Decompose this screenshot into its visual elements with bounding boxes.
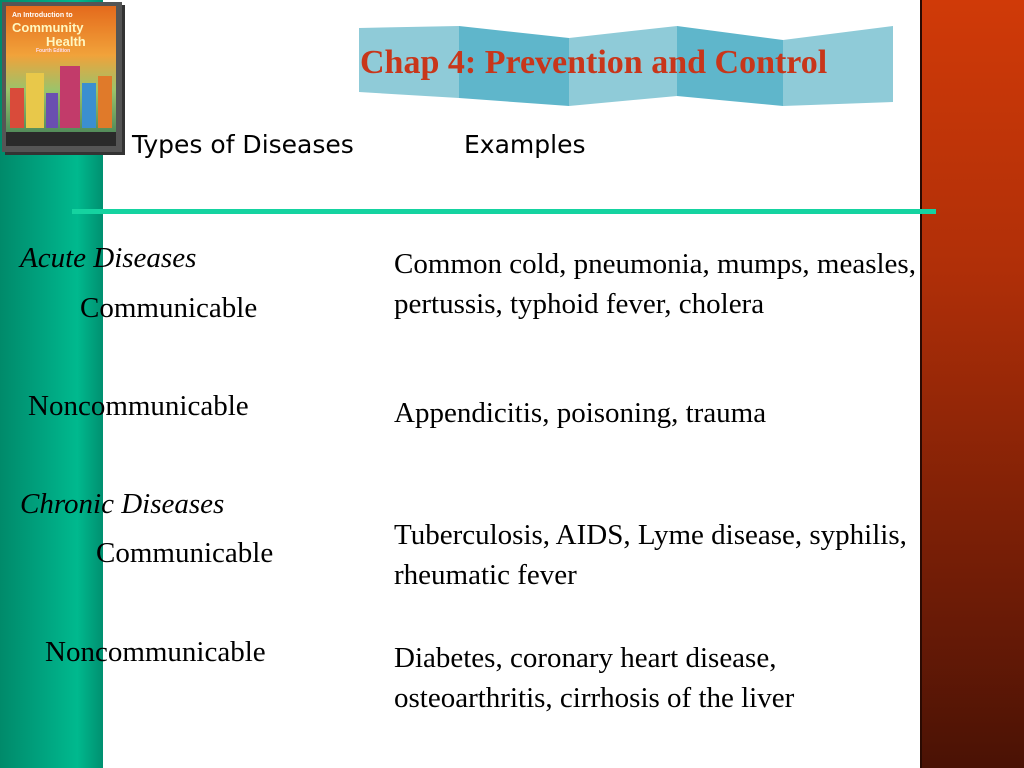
category-chronic: Chronic Diseases <box>20 488 225 520</box>
book-title-line1: An Introduction to <box>12 12 73 19</box>
book-title-line3: Health <box>46 34 86 49</box>
chronic-noncommunicable-examples: Diabetes, coronary heart disease, osteoarthritis, cirrhosis of the liver <box>394 642 795 714</box>
category-acute: Acute Diseases <box>20 242 197 274</box>
acute-communicable-examples: Common cold, pneumonia, mumps, measles, pertussis, typhoid fever, cholera <box>394 248 916 320</box>
column-header-types: Types of Diseases <box>132 130 354 159</box>
chronic-communicable-label: Communicable <box>96 537 274 569</box>
column-header-examples: Examples <box>464 130 586 159</box>
book-edition: Fourth Edition <box>36 48 71 54</box>
acute-communicable-label: Communicable <box>80 292 258 324</box>
chronic-noncommunicable-label: Noncommunicable <box>45 636 266 668</box>
book-cover-image <box>2 2 122 152</box>
acute-noncommunicable-examples: Appendicitis, poisoning, trauma <box>394 397 767 429</box>
header-divider <box>72 209 936 214</box>
right-decorative-bar <box>922 0 1024 768</box>
chronic-communicable-examples: Tuberculosis, AIDS, Lyme disease, syphilis, rheumatic fever <box>394 519 907 591</box>
page-title: Chap 4: Prevention and Control <box>360 44 828 81</box>
book-cover-art <box>6 6 116 146</box>
book-author-strip <box>6 132 116 146</box>
book-title-line2: Community <box>12 20 84 35</box>
acute-noncommunicable-label: Noncommunicable <box>28 390 249 422</box>
